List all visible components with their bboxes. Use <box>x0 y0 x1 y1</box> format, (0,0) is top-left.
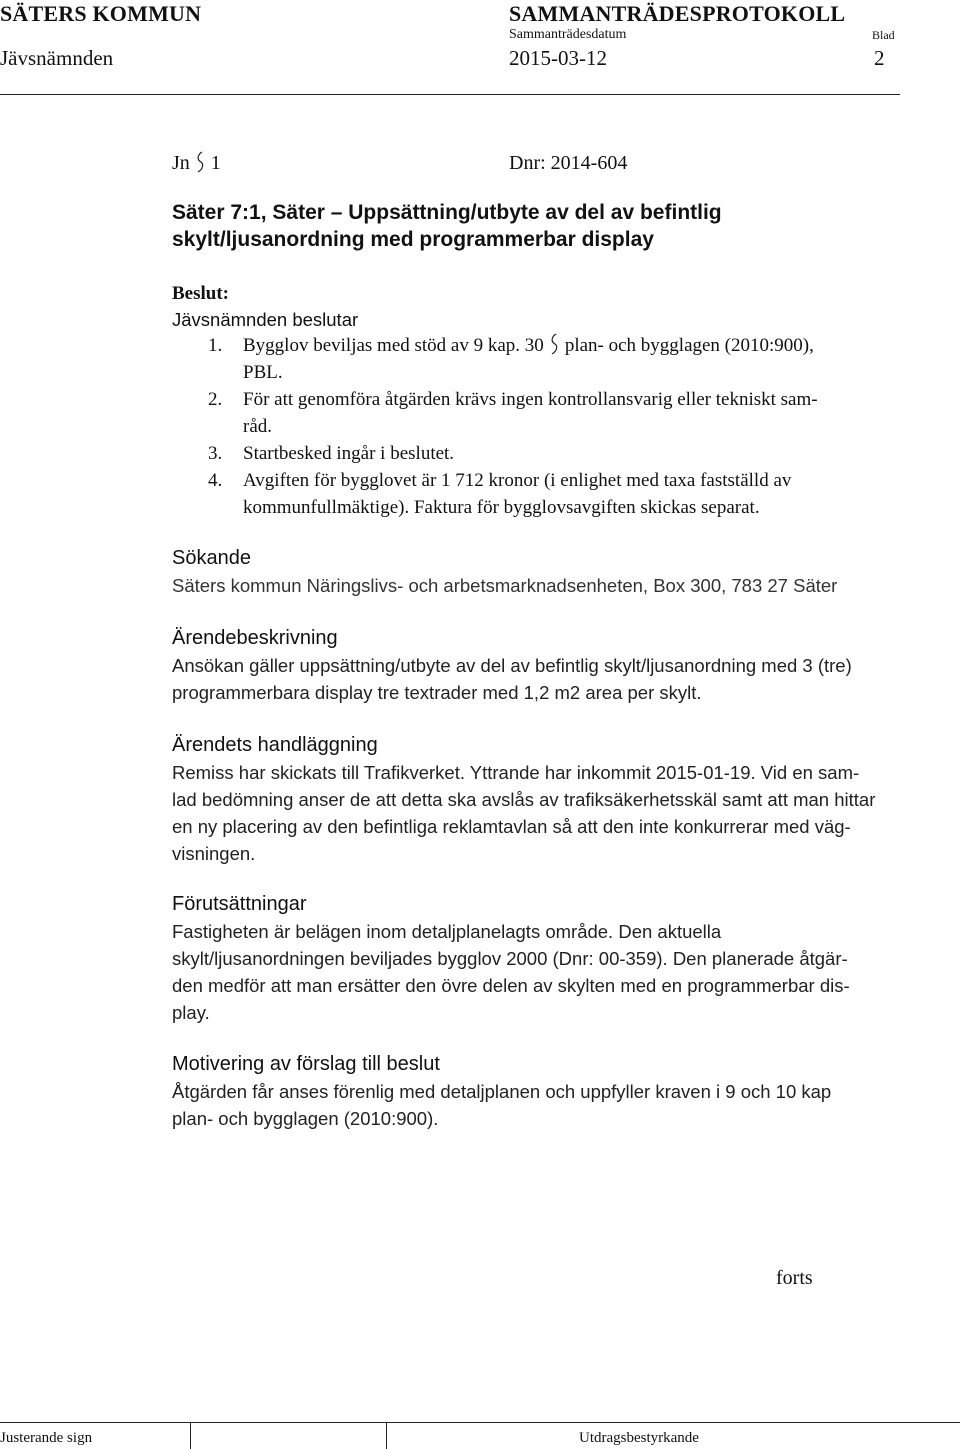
footer-rule <box>0 1422 960 1423</box>
conditions-text <box>172 918 952 1026</box>
continuation-note: forts <box>776 1267 813 1289</box>
handling-heading: Ärendets handläggning <box>172 734 378 756</box>
list-item-number: 3. <box>208 443 223 464</box>
list-item-line: kommunfullmäktige). Faktura för bygglovsavgiften skickas separat. <box>243 497 760 518</box>
list-item-line: Bygglov beviljas med stöd av 9 kap. 30 plan- och bygglagen (2010:900), <box>243 335 814 356</box>
description-text <box>172 652 952 706</box>
motivation-line: Åtgärden får anses förenlig med detaljplanen och uppfyller kraven i 9 och 10 kap <box>172 1081 832 1102</box>
document-type: SAMMANTRÄDESPROTOKOLL <box>509 1 846 26</box>
header-rule <box>0 94 900 95</box>
list-item-line: PBL. <box>243 362 283 383</box>
handling-line: lad bedömning anser de att detta ska avslås av trafiksäkerhetsskäl samt att man hittar <box>172 789 876 810</box>
handling-line: en ny placering av den befintliga reklamtavlan så att den inte konkurrerar med väg- <box>172 816 851 837</box>
description-line: programmerbara display tre textrader med 1,2 m2 area per skylt. <box>172 682 702 703</box>
list-item-line: Startbesked ingår i beslutet. <box>243 443 455 464</box>
paragraph-symbol-icon <box>195 151 205 173</box>
case-title-line-1: Säter 7:1, Säter – Uppsättning/utbyte av del av befintlig <box>172 201 722 224</box>
decision-heading: Beslut: <box>172 283 229 304</box>
conditions-line: den medför att man ersätter den övre delen av skylten med en programmerbar dis- <box>172 975 850 996</box>
list-item-number: 4. <box>208 470 223 491</box>
handling-line: visningen. <box>172 843 256 864</box>
case-number: 1 <box>210 152 221 174</box>
case-id <box>172 150 221 177</box>
footer-divider-2 <box>386 1422 387 1449</box>
list-item-line: Avgiften för bygglovet är 1 712 kronor (i enlighet med taxa fastställd av <box>243 470 792 491</box>
signature-label: Justerande sign <box>0 1430 93 1446</box>
meeting-date-label: Sammanträdesdatum <box>509 27 627 42</box>
applicant-text: Säters kommun Näringslivs- och arbetsmarknadsenheten, Box 300, 783 27 Säter <box>172 575 838 596</box>
case-title-line-2: skylt/ljusanordning med programmerbar display <box>172 228 654 251</box>
page-number: 2 <box>874 46 885 70</box>
meeting-date: 2015-03-12 <box>509 46 607 70</box>
list-item-number: 1. <box>208 335 223 356</box>
list-item-line: råd. <box>243 416 273 437</box>
case-dnr: Dnr: 2014-604 <box>509 152 628 174</box>
committee-name: Jävsnämnden <box>0 46 114 70</box>
decision-intro: Jävsnämnden beslutar <box>172 309 359 330</box>
list-item-number: 2. <box>208 389 223 410</box>
applicant-heading: Sökande <box>172 547 251 569</box>
motivation-text <box>172 1078 952 1132</box>
case-id-prefix: Jn <box>172 152 190 174</box>
handling-line: Remiss har skickats till Trafikverket. Yttrande har inkommit 2015-01-19. Vid en sam- <box>172 762 860 783</box>
motivation-heading: Motivering av förslag till beslut <box>172 1053 440 1075</box>
handling-text <box>172 759 952 867</box>
conditions-line: skylt/ljusanordningen beviljades bygglov 2000 (Dnr: 00-359). Den planerade åtgär- <box>172 948 848 969</box>
conditions-line: Fastigheten är belägen inom detaljplanelagts område. Den aktuella <box>172 921 722 942</box>
description-line: Ansökan gäller uppsättning/utbyte av del av befintlig skylt/ljusanordning med 3 (tre) <box>172 655 852 676</box>
conditions-line: play. <box>172 1002 210 1023</box>
extract-label: Utdragsbestyrkande <box>579 1430 699 1446</box>
list-item-line: För att genomföra åtgärden krävs ingen kontrollansvarig eller tekniskt sam- <box>243 389 818 410</box>
conditions-heading: Förutsättningar <box>172 893 307 915</box>
page-label: Blad <box>872 28 895 42</box>
organization-name: SÄTERS KOMMUN <box>0 1 202 26</box>
description-heading: Ärendebeskrivning <box>172 627 338 649</box>
footer-divider-1 <box>190 1422 191 1449</box>
paragraph-symbol-icon <box>549 333 559 355</box>
motivation-line: plan- och bygglagen (2010:900). <box>172 1108 439 1129</box>
